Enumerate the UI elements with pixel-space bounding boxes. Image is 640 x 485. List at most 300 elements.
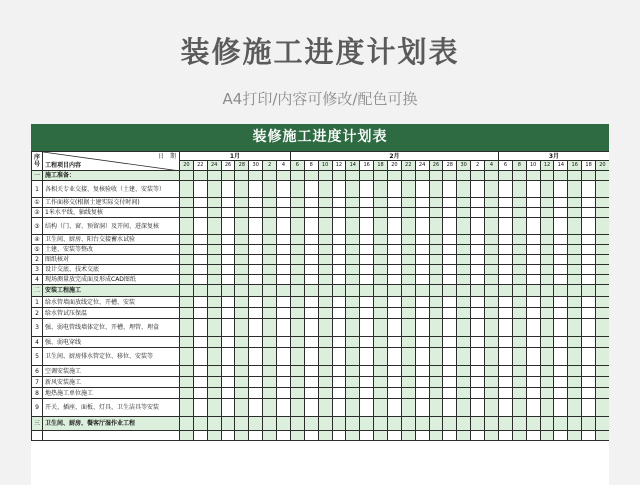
schedule-cell[interactable]: [484, 417, 498, 431]
row-item[interactable]: 给水管试压保温: [43, 308, 180, 319]
schedule-cell[interactable]: [332, 245, 346, 255]
schedule-cell[interactable]: [360, 235, 374, 245]
schedule-cell[interactable]: [374, 255, 388, 265]
schedule-cell[interactable]: [582, 431, 596, 441]
schedule-cell[interactable]: [526, 285, 540, 297]
schedule-cell[interactable]: [457, 265, 471, 275]
schedule-cell[interactable]: [374, 308, 388, 319]
schedule-cell[interactable]: [290, 399, 304, 417]
schedule-cell[interactable]: [221, 319, 235, 337]
schedule-cell[interactable]: [346, 388, 360, 399]
schedule-cell[interactable]: [360, 198, 374, 208]
schedule-cell[interactable]: [193, 235, 207, 245]
schedule-cell[interactable]: [318, 388, 332, 399]
schedule-cell[interactable]: [249, 265, 263, 275]
schedule-cell[interactable]: [180, 245, 194, 255]
schedule-cell[interactable]: [235, 337, 249, 348]
schedule-cell[interactable]: [429, 337, 443, 348]
schedule-cell[interactable]: [360, 377, 374, 388]
schedule-cell[interactable]: [429, 297, 443, 308]
schedule-cell[interactable]: [263, 297, 277, 308]
schedule-cell[interactable]: [304, 337, 318, 348]
schedule-cell[interactable]: [180, 348, 194, 366]
schedule-cell[interactable]: [221, 417, 235, 431]
schedule-cell[interactable]: [415, 319, 429, 337]
schedule-cell[interactable]: [374, 235, 388, 245]
schedule-cell[interactable]: [429, 366, 443, 377]
schedule-cell[interactable]: [207, 377, 221, 388]
schedule-cell[interactable]: [540, 399, 554, 417]
schedule-cell[interactable]: [512, 245, 526, 255]
schedule-cell[interactable]: [387, 388, 401, 399]
schedule-cell[interactable]: [540, 388, 554, 399]
schedule-cell[interactable]: [457, 431, 471, 441]
schedule-cell[interactable]: [596, 275, 609, 285]
schedule-cell[interactable]: [582, 255, 596, 265]
schedule-cell[interactable]: [540, 275, 554, 285]
schedule-cell[interactable]: [526, 399, 540, 417]
schedule-cell[interactable]: [290, 431, 304, 441]
schedule-cell[interactable]: [401, 285, 415, 297]
schedule-cell[interactable]: [346, 366, 360, 377]
schedule-cell[interactable]: [207, 388, 221, 399]
schedule-cell[interactable]: [457, 297, 471, 308]
schedule-cell[interactable]: [554, 366, 568, 377]
schedule-cell[interactable]: [499, 366, 513, 377]
schedule-cell[interactable]: [457, 285, 471, 297]
schedule-cell[interactable]: [290, 265, 304, 275]
schedule-cell[interactable]: [568, 265, 582, 275]
schedule-cell[interactable]: [304, 198, 318, 208]
schedule-cell[interactable]: [180, 417, 194, 431]
schedule-cell[interactable]: [457, 255, 471, 265]
schedule-cell[interactable]: [235, 218, 249, 235]
schedule-cell[interactable]: [332, 285, 346, 297]
schedule-cell[interactable]: [304, 431, 318, 441]
schedule-cell[interactable]: [499, 308, 513, 319]
schedule-cell[interactable]: [263, 377, 277, 388]
schedule-cell[interactable]: [512, 285, 526, 297]
schedule-cell[interactable]: [346, 235, 360, 245]
schedule-cell[interactable]: [374, 388, 388, 399]
schedule-cell[interactable]: [387, 198, 401, 208]
schedule-cell[interactable]: [526, 208, 540, 218]
schedule-cell[interactable]: [221, 171, 235, 181]
schedule-cell[interactable]: [235, 366, 249, 377]
schedule-cell[interactable]: [540, 348, 554, 366]
schedule-cell[interactable]: [346, 319, 360, 337]
schedule-cell[interactable]: [596, 265, 609, 275]
schedule-cell[interactable]: [180, 208, 194, 218]
schedule-cell[interactable]: [346, 297, 360, 308]
schedule-cell[interactable]: [596, 198, 609, 208]
schedule-cell[interactable]: [471, 218, 485, 235]
schedule-cell[interactable]: [207, 198, 221, 208]
row-item[interactable]: [43, 431, 180, 441]
schedule-cell[interactable]: [193, 265, 207, 275]
schedule-cell[interactable]: [443, 235, 457, 245]
schedule-cell[interactable]: [318, 431, 332, 441]
schedule-cell[interactable]: [582, 366, 596, 377]
schedule-cell[interactable]: [401, 235, 415, 245]
schedule-cell[interactable]: [512, 275, 526, 285]
schedule-cell[interactable]: [235, 308, 249, 319]
schedule-cell[interactable]: [471, 285, 485, 297]
schedule-cell[interactable]: [471, 417, 485, 431]
row-item[interactable]: 工作面移交(根据土建实际交付时间): [43, 198, 180, 208]
schedule-cell[interactable]: [568, 297, 582, 308]
schedule-cell[interactable]: [221, 285, 235, 297]
schedule-cell[interactable]: [387, 218, 401, 235]
schedule-cell[interactable]: [443, 388, 457, 399]
schedule-cell[interactable]: [499, 417, 513, 431]
schedule-cell[interactable]: [540, 308, 554, 319]
schedule-cell[interactable]: [235, 388, 249, 399]
schedule-cell[interactable]: [249, 366, 263, 377]
schedule-cell[interactable]: [568, 366, 582, 377]
schedule-cell[interactable]: [484, 388, 498, 399]
schedule-cell[interactable]: [526, 431, 540, 441]
schedule-cell[interactable]: [471, 366, 485, 377]
schedule-cell[interactable]: [332, 208, 346, 218]
schedule-cell[interactable]: [582, 181, 596, 198]
schedule-cell[interactable]: [290, 285, 304, 297]
schedule-cell[interactable]: [429, 255, 443, 265]
schedule-cell[interactable]: [429, 235, 443, 245]
row-item[interactable]: 卫生间、厨房、餐客厅湿作业工程: [43, 417, 180, 431]
schedule-cell[interactable]: [499, 171, 513, 181]
schedule-cell[interactable]: [360, 265, 374, 275]
schedule-cell[interactable]: [568, 377, 582, 388]
schedule-cell[interactable]: [180, 337, 194, 348]
schedule-cell[interactable]: [457, 319, 471, 337]
schedule-cell[interactable]: [568, 319, 582, 337]
schedule-cell[interactable]: [499, 285, 513, 297]
schedule-cell[interactable]: [221, 377, 235, 388]
schedule-cell[interactable]: [387, 171, 401, 181]
schedule-cell[interactable]: [263, 366, 277, 377]
schedule-cell[interactable]: [277, 265, 291, 275]
schedule-cell[interactable]: [554, 218, 568, 235]
schedule-cell[interactable]: [582, 285, 596, 297]
schedule-cell[interactable]: [180, 198, 194, 208]
schedule-cell[interactable]: [360, 181, 374, 198]
schedule-cell[interactable]: [499, 208, 513, 218]
schedule-cell[interactable]: [512, 171, 526, 181]
row-item[interactable]: 开关、插座、面板、灯具、卫生洁具等安装: [43, 399, 180, 417]
schedule-cell[interactable]: [374, 171, 388, 181]
schedule-cell[interactable]: [207, 171, 221, 181]
schedule-cell[interactable]: [346, 431, 360, 441]
schedule-cell[interactable]: [332, 399, 346, 417]
schedule-cell[interactable]: [290, 366, 304, 377]
schedule-cell[interactable]: [346, 417, 360, 431]
schedule-cell[interactable]: [387, 366, 401, 377]
schedule-cell[interactable]: [249, 319, 263, 337]
schedule-cell[interactable]: [540, 218, 554, 235]
schedule-cell[interactable]: [429, 319, 443, 337]
schedule-cell[interactable]: [387, 255, 401, 265]
schedule-cell[interactable]: [318, 319, 332, 337]
schedule-cell[interactable]: [290, 208, 304, 218]
schedule-cell[interactable]: [457, 377, 471, 388]
schedule-cell[interactable]: [332, 275, 346, 285]
schedule-cell[interactable]: [443, 208, 457, 218]
schedule-cell[interactable]: [374, 377, 388, 388]
schedule-cell[interactable]: [374, 245, 388, 255]
schedule-cell[interactable]: [318, 218, 332, 235]
schedule-cell[interactable]: [193, 208, 207, 218]
schedule-cell[interactable]: [180, 275, 194, 285]
schedule-cell[interactable]: [387, 417, 401, 431]
schedule-cell[interactable]: [568, 245, 582, 255]
schedule-cell[interactable]: [484, 377, 498, 388]
schedule-cell[interactable]: [207, 208, 221, 218]
schedule-cell[interactable]: [304, 308, 318, 319]
schedule-cell[interactable]: [554, 319, 568, 337]
schedule-cell[interactable]: [415, 366, 429, 377]
schedule-cell[interactable]: [304, 319, 318, 337]
schedule-cell[interactable]: [346, 275, 360, 285]
schedule-cell[interactable]: [277, 235, 291, 245]
schedule-cell[interactable]: [318, 208, 332, 218]
schedule-cell[interactable]: [207, 297, 221, 308]
schedule-cell[interactable]: [180, 308, 194, 319]
schedule-cell[interactable]: [180, 399, 194, 417]
schedule-cell[interactable]: [387, 308, 401, 319]
schedule-cell[interactable]: [443, 285, 457, 297]
schedule-cell[interactable]: [499, 337, 513, 348]
schedule-cell[interactable]: [249, 399, 263, 417]
schedule-cell[interactable]: [360, 171, 374, 181]
schedule-cell[interactable]: [457, 208, 471, 218]
schedule-cell[interactable]: [554, 337, 568, 348]
schedule-cell[interactable]: [304, 255, 318, 265]
schedule-cell[interactable]: [429, 348, 443, 366]
schedule-cell[interactable]: [235, 265, 249, 275]
schedule-cell[interactable]: [401, 399, 415, 417]
schedule-cell[interactable]: [207, 245, 221, 255]
schedule-cell[interactable]: [596, 399, 609, 417]
schedule-cell[interactable]: [526, 348, 540, 366]
schedule-cell[interactable]: [415, 297, 429, 308]
schedule-cell[interactable]: [526, 198, 540, 208]
schedule-cell[interactable]: [499, 275, 513, 285]
schedule-cell[interactable]: [277, 377, 291, 388]
schedule-cell[interactable]: [249, 297, 263, 308]
schedule-cell[interactable]: [235, 171, 249, 181]
schedule-cell[interactable]: [207, 348, 221, 366]
schedule-cell[interactable]: [290, 337, 304, 348]
schedule-cell[interactable]: [596, 208, 609, 218]
schedule-cell[interactable]: [429, 171, 443, 181]
schedule-cell[interactable]: [471, 399, 485, 417]
schedule-cell[interactable]: [526, 235, 540, 245]
schedule-cell[interactable]: [249, 208, 263, 218]
schedule-cell[interactable]: [484, 171, 498, 181]
row-item[interactable]: 各相关专业交接、复核验收（土建、安装等）: [43, 181, 180, 198]
schedule-cell[interactable]: [471, 198, 485, 208]
schedule-cell[interactable]: [526, 388, 540, 399]
schedule-cell[interactable]: [568, 208, 582, 218]
schedule-cell[interactable]: [318, 308, 332, 319]
schedule-cell[interactable]: [596, 431, 609, 441]
schedule-cell[interactable]: [360, 285, 374, 297]
schedule-cell[interactable]: [429, 399, 443, 417]
schedule-cell[interactable]: [484, 235, 498, 245]
schedule-cell[interactable]: [415, 377, 429, 388]
schedule-cell[interactable]: [484, 366, 498, 377]
schedule-cell[interactable]: [235, 245, 249, 255]
schedule-cell[interactable]: [277, 319, 291, 337]
schedule-cell[interactable]: [457, 218, 471, 235]
schedule-cell[interactable]: [249, 171, 263, 181]
schedule-cell[interactable]: [568, 285, 582, 297]
schedule-cell[interactable]: [415, 431, 429, 441]
schedule-cell[interactable]: [346, 348, 360, 366]
schedule-cell[interactable]: [540, 285, 554, 297]
schedule-cell[interactable]: [471, 297, 485, 308]
schedule-cell[interactable]: [457, 275, 471, 285]
schedule-cell[interactable]: [568, 337, 582, 348]
schedule-cell[interactable]: [471, 431, 485, 441]
schedule-cell[interactable]: [582, 297, 596, 308]
schedule-cell[interactable]: [568, 255, 582, 265]
schedule-cell[interactable]: [387, 297, 401, 308]
schedule-cell[interactable]: [332, 417, 346, 431]
schedule-cell[interactable]: [554, 377, 568, 388]
schedule-cell[interactable]: [582, 235, 596, 245]
schedule-cell[interactable]: [221, 218, 235, 235]
schedule-cell[interactable]: [332, 255, 346, 265]
schedule-cell[interactable]: [471, 348, 485, 366]
schedule-cell[interactable]: [582, 417, 596, 431]
schedule-cell[interactable]: [471, 265, 485, 275]
schedule-cell[interactable]: [596, 308, 609, 319]
schedule-cell[interactable]: [263, 275, 277, 285]
schedule-cell[interactable]: [360, 337, 374, 348]
schedule-cell[interactable]: [429, 388, 443, 399]
schedule-cell[interactable]: [304, 297, 318, 308]
schedule-cell[interactable]: [304, 285, 318, 297]
schedule-cell[interactable]: [443, 265, 457, 275]
schedule-cell[interactable]: [401, 171, 415, 181]
schedule-cell[interactable]: [443, 255, 457, 265]
schedule-cell[interactable]: [290, 275, 304, 285]
schedule-cell[interactable]: [360, 417, 374, 431]
schedule-cell[interactable]: [263, 285, 277, 297]
schedule-cell[interactable]: [346, 245, 360, 255]
schedule-cell[interactable]: [401, 337, 415, 348]
schedule-cell[interactable]: [290, 417, 304, 431]
schedule-cell[interactable]: [457, 399, 471, 417]
schedule-cell[interactable]: [484, 181, 498, 198]
schedule-cell[interactable]: [221, 388, 235, 399]
schedule-cell[interactable]: [193, 297, 207, 308]
schedule-cell[interactable]: [471, 377, 485, 388]
schedule-cell[interactable]: [582, 245, 596, 255]
schedule-cell[interactable]: [249, 308, 263, 319]
schedule-cell[interactable]: [304, 171, 318, 181]
schedule-cell[interactable]: [526, 255, 540, 265]
schedule-cell[interactable]: [249, 275, 263, 285]
schedule-cell[interactable]: [401, 218, 415, 235]
schedule-cell[interactable]: [499, 388, 513, 399]
schedule-cell[interactable]: [596, 218, 609, 235]
schedule-cell[interactable]: [290, 181, 304, 198]
schedule-cell[interactable]: [471, 388, 485, 399]
schedule-cell[interactable]: [568, 235, 582, 245]
schedule-cell[interactable]: [180, 218, 194, 235]
schedule-cell[interactable]: [484, 308, 498, 319]
schedule-cell[interactable]: [235, 319, 249, 337]
row-item[interactable]: 图纸核对: [43, 255, 180, 265]
schedule-cell[interactable]: [457, 308, 471, 319]
schedule-cell[interactable]: [554, 255, 568, 265]
schedule-cell[interactable]: [346, 308, 360, 319]
schedule-cell[interactable]: [540, 181, 554, 198]
schedule-cell[interactable]: [290, 235, 304, 245]
schedule-cell[interactable]: [193, 388, 207, 399]
schedule-cell[interactable]: [568, 431, 582, 441]
schedule-cell[interactable]: [346, 181, 360, 198]
schedule-cell[interactable]: [596, 377, 609, 388]
schedule-cell[interactable]: [387, 337, 401, 348]
schedule-cell[interactable]: [512, 431, 526, 441]
schedule-cell[interactable]: [207, 431, 221, 441]
schedule-cell[interactable]: [304, 235, 318, 245]
schedule-cell[interactable]: [277, 275, 291, 285]
schedule-cell[interactable]: [221, 245, 235, 255]
schedule-cell[interactable]: [318, 366, 332, 377]
schedule-cell[interactable]: [221, 348, 235, 366]
schedule-cell[interactable]: [235, 348, 249, 366]
schedule-cell[interactable]: [443, 366, 457, 377]
schedule-cell[interactable]: [401, 245, 415, 255]
schedule-cell[interactable]: [290, 198, 304, 208]
schedule-cell[interactable]: [499, 255, 513, 265]
schedule-cell[interactable]: [387, 275, 401, 285]
schedule-cell[interactable]: [374, 181, 388, 198]
schedule-cell[interactable]: [235, 285, 249, 297]
schedule-cell[interactable]: [526, 275, 540, 285]
schedule-cell[interactable]: [568, 417, 582, 431]
schedule-cell[interactable]: [471, 171, 485, 181]
schedule-cell[interactable]: [484, 285, 498, 297]
schedule-cell[interactable]: [207, 265, 221, 275]
schedule-cell[interactable]: [499, 399, 513, 417]
schedule-cell[interactable]: [304, 181, 318, 198]
schedule-cell[interactable]: [304, 366, 318, 377]
schedule-cell[interactable]: [277, 308, 291, 319]
schedule-cell[interactable]: [180, 319, 194, 337]
schedule-cell[interactable]: [429, 265, 443, 275]
schedule-cell[interactable]: [415, 245, 429, 255]
schedule-cell[interactable]: [235, 417, 249, 431]
schedule-cell[interactable]: [221, 275, 235, 285]
schedule-cell[interactable]: [193, 366, 207, 377]
schedule-cell[interactable]: [263, 255, 277, 265]
schedule-cell[interactable]: [596, 285, 609, 297]
schedule-cell[interactable]: [443, 319, 457, 337]
schedule-cell[interactable]: [360, 245, 374, 255]
schedule-cell[interactable]: [374, 285, 388, 297]
schedule-cell[interactable]: [401, 366, 415, 377]
schedule-cell[interactable]: [401, 297, 415, 308]
schedule-cell[interactable]: [304, 208, 318, 218]
schedule-cell[interactable]: [554, 348, 568, 366]
schedule-cell[interactable]: [540, 417, 554, 431]
